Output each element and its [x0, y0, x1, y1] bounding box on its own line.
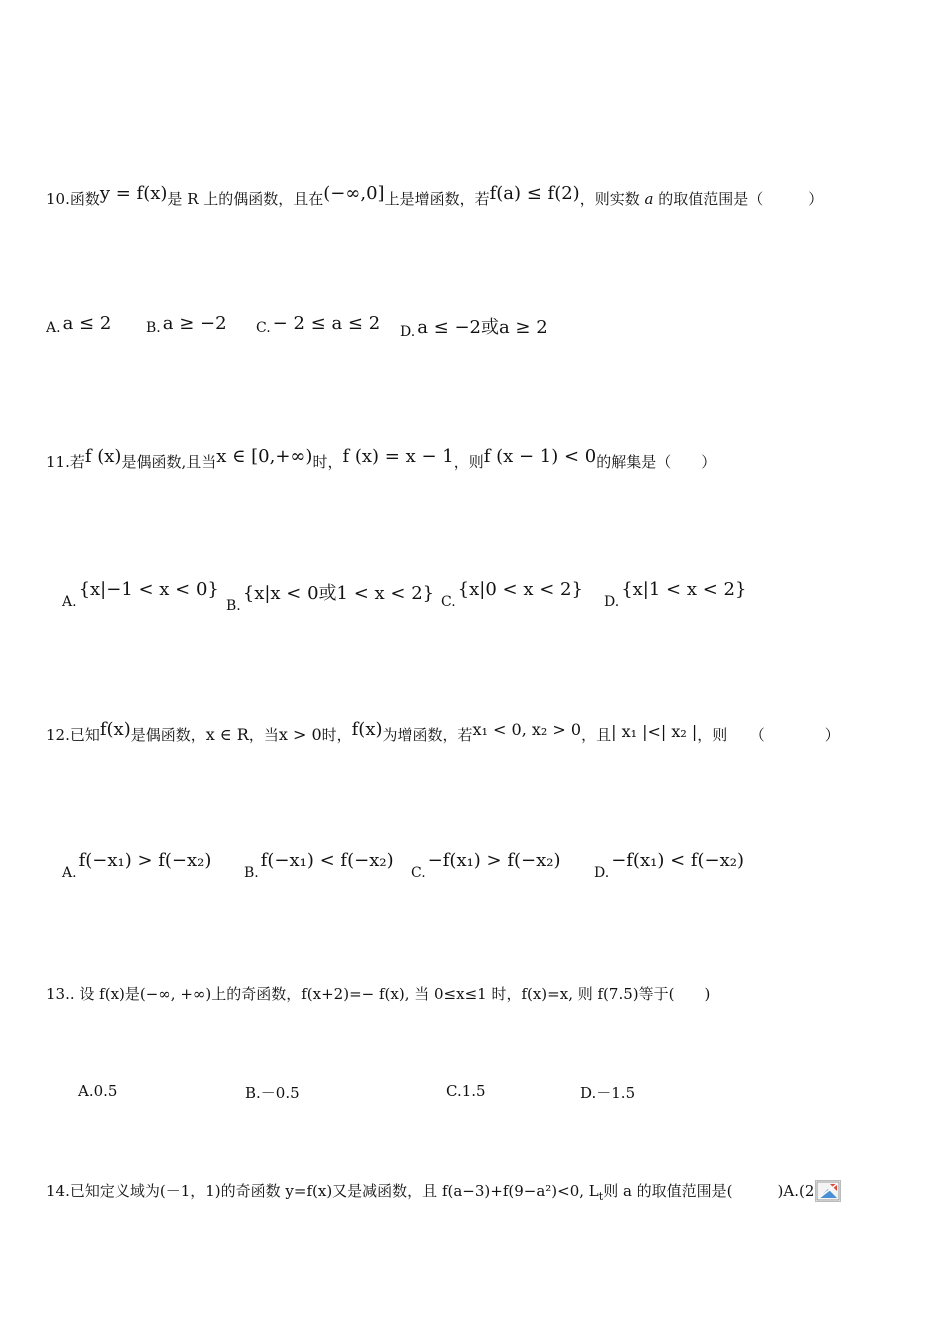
question-13 — [46, 983, 710, 1004]
q12-option-a: A.f(−x₁) > f(−x₂) — [62, 850, 212, 881]
q12-math-4: f(x) — [351, 719, 383, 740]
q13-text: 13.. 设 f(x)是(−∞, +∞)上的奇函数，f(x+2)=− f(x), 当 0≤x≤1 时，f(x)=x, 则 f(7.5)等于( ) — [46, 985, 711, 1003]
q11-option-b: B.{x|x < 0或1 < x < 2} — [226, 583, 435, 614]
q12-math-5: x₁ < 0, x₂ > 0 — [472, 720, 582, 739]
q12-math-3: x > 0 — [278, 725, 322, 744]
q12-text-1: 12.已知 — [46, 726, 100, 744]
question-10 — [46, 183, 823, 209]
q13-option-d: D.－1.5 — [580, 1084, 636, 1102]
q10-option-b: B. a ≥ −2 — [146, 313, 227, 336]
broken-image-icon — [815, 1180, 841, 1202]
q14-sub: t — [598, 1190, 604, 1203]
q11-option-c: C.{x|0 < x < 2} — [441, 579, 583, 610]
q10-text-2: 是 R 上的偶函数，且在 — [167, 190, 324, 208]
q10-text-1: 10.函数 — [46, 190, 100, 208]
q12-text-4: 时， — [321, 726, 352, 744]
q10-math-4: a — [644, 190, 654, 208]
q10-math-2: (−∞,0] — [323, 183, 385, 204]
question-14 — [46, 1180, 841, 1203]
q11-math-4: f (x − 1) < 0 — [483, 446, 597, 467]
q12-math-6: | x₁ |<| x₂ | — [611, 722, 698, 741]
q11-text-1: 11.若 — [46, 453, 85, 471]
q12-text-3: ，当 — [248, 726, 279, 744]
q10-math-3: f(a) ≤ f(2) — [489, 183, 580, 204]
q11-option-a: A.{x|−1 < x < 0} — [62, 579, 219, 610]
q10-text-3: 上是增函数，若 — [384, 190, 490, 208]
question-12 — [46, 719, 840, 745]
q12-option-b: B.f(−x₁) < f(−x₂) — [244, 850, 394, 881]
q14-tail: 则 a 的取值范围是( )A.(2 — [603, 1182, 815, 1200]
q10-text-5: 的取值范围是（ ） — [653, 190, 824, 208]
q11-text-2: 是偶函数,且当 — [121, 453, 217, 471]
q12-option-d: D.−f(x₁) < f(−x₂) — [594, 850, 745, 881]
question-11 — [46, 446, 716, 472]
q10-math-1: y = f(x) — [99, 183, 168, 204]
q10-option-c: C. − 2 ≤ a ≤ 2 — [256, 313, 381, 336]
q12-text-5: 为增函数，若 — [382, 726, 473, 744]
q12-text-6: ，且 — [581, 726, 612, 744]
q11-math-3: f (x) = x − 1 — [342, 446, 454, 467]
q11-text-3: 时， — [312, 453, 343, 471]
q12-text-2: 是偶函数， — [130, 726, 206, 744]
q12-math-2: x ∈ R — [205, 725, 249, 744]
q11-text-5: 的解集是（ ） — [596, 453, 717, 471]
q11-text-4: ，则 — [453, 453, 484, 471]
q11-option-d: D.{x|1 < x < 2} — [604, 579, 747, 610]
q10-option-a: A. a ≤ 2 — [46, 313, 112, 336]
q12-math-1: f(x) — [99, 719, 131, 740]
q12-option-c: C.−f(x₁) > f(−x₂) — [411, 850, 561, 881]
q13-option-b: B.－0.5 — [245, 1084, 300, 1102]
q10-text-4: ，则实数 — [579, 190, 645, 208]
q14-text: 14.已知定义域为(－1，1)的奇函数 y=f(x)又是减函数，且 f(a−3)+f(9−a²)<0, L — [46, 1182, 599, 1200]
q13-option-a: A.0.5 — [78, 1082, 118, 1100]
q11-math-2: x ∈ [0,+∞) — [216, 446, 313, 467]
q13-option-c: C.1.5 — [446, 1082, 486, 1100]
q12-text-7: ，则 （ ） — [697, 726, 840, 744]
q10-option-d: D. a ≤ −2或a ≥ 2 — [400, 317, 548, 340]
q11-math-1: f (x) — [84, 446, 122, 467]
